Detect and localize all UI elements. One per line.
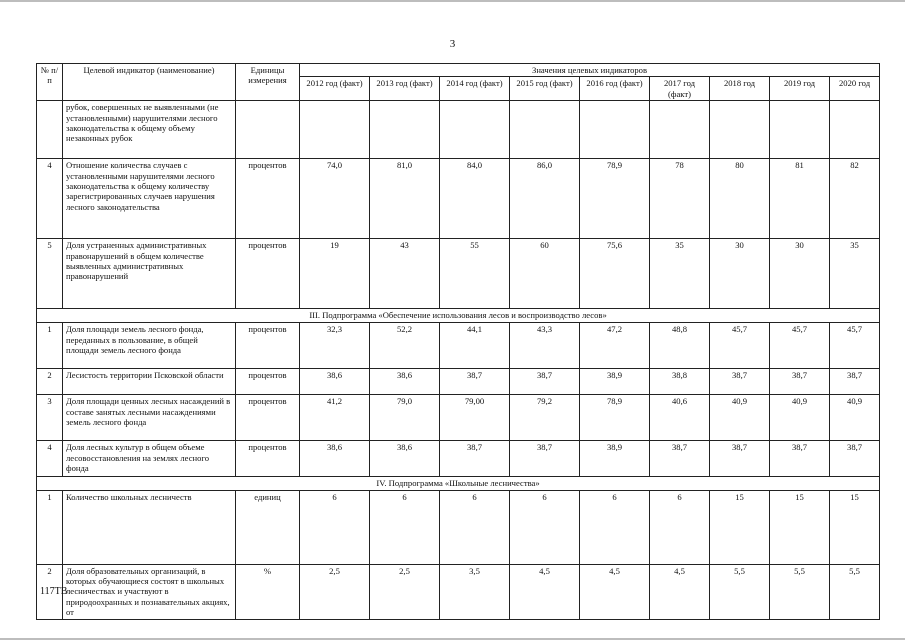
row-number: 5 bbox=[37, 239, 63, 309]
unit-cell: процентов bbox=[236, 323, 300, 369]
value-cell: 86,0 bbox=[510, 159, 580, 239]
value-cell bbox=[770, 101, 830, 159]
value-cell bbox=[710, 101, 770, 159]
value-cell: 47,2 bbox=[580, 323, 650, 369]
value-cell: 38,7 bbox=[770, 369, 830, 395]
indicator-name: Доля лесных культур в общем объеме лесовосстановления на землях лесного фонда bbox=[63, 441, 236, 477]
header-year-2020: 2020 год bbox=[830, 77, 880, 101]
header-year-2014: 2014 год (факт) bbox=[440, 77, 510, 101]
value-cell: 5,5 bbox=[830, 564, 880, 619]
value-cell: 15 bbox=[830, 490, 880, 564]
section-title: III. Подпрограмма «Обеспечение использования лесов и воспроизводство лесов» bbox=[37, 309, 880, 323]
table-row bbox=[37, 101, 880, 159]
row-number: 1 bbox=[37, 490, 63, 564]
value-cell: 45,7 bbox=[770, 323, 830, 369]
value-cell: 38,6 bbox=[300, 441, 370, 477]
value-cell bbox=[650, 101, 710, 159]
page-number: 3 bbox=[449, 38, 456, 50]
value-cell: 43 bbox=[370, 239, 440, 309]
section-row bbox=[37, 477, 880, 490]
table-row bbox=[37, 159, 880, 239]
table-row bbox=[37, 239, 880, 309]
row-number: 3 bbox=[37, 395, 63, 441]
unit-cell: процентов bbox=[236, 441, 300, 477]
value-cell: 52,2 bbox=[370, 323, 440, 369]
value-cell: 45,7 bbox=[710, 323, 770, 369]
table-header bbox=[37, 64, 880, 101]
unit-cell: % bbox=[236, 564, 300, 619]
value-cell: 15 bbox=[710, 490, 770, 564]
value-cell: 30 bbox=[710, 239, 770, 309]
value-cell: 40,9 bbox=[830, 395, 880, 441]
value-cell: 40,9 bbox=[770, 395, 830, 441]
value-cell: 38,7 bbox=[830, 441, 880, 477]
value-cell: 6 bbox=[650, 490, 710, 564]
value-cell: 38,7 bbox=[710, 441, 770, 477]
value-cell bbox=[830, 101, 880, 159]
value-cell: 40,6 bbox=[650, 395, 710, 441]
header-year-2015: 2015 год (факт) bbox=[510, 77, 580, 101]
value-cell: 38,7 bbox=[510, 369, 580, 395]
unit-cell bbox=[236, 101, 300, 159]
value-cell: 40,9 bbox=[710, 395, 770, 441]
value-cell: 5,5 bbox=[710, 564, 770, 619]
value-cell: 79,2 bbox=[510, 395, 580, 441]
value-cell: 38,6 bbox=[300, 369, 370, 395]
value-cell: 4,5 bbox=[510, 564, 580, 619]
value-cell: 44,1 bbox=[440, 323, 510, 369]
header-num: № п/п bbox=[37, 64, 63, 101]
value-cell: 82 bbox=[830, 159, 880, 239]
value-cell: 38,7 bbox=[830, 369, 880, 395]
value-cell: 2,5 bbox=[300, 564, 370, 619]
value-cell: 6 bbox=[510, 490, 580, 564]
value-cell: 38,7 bbox=[510, 441, 580, 477]
value-cell: 6 bbox=[300, 490, 370, 564]
header-year-2013: 2013 год (факт) bbox=[370, 77, 440, 101]
value-cell: 81,0 bbox=[370, 159, 440, 239]
value-cell: 30 bbox=[770, 239, 830, 309]
header-unit: Единицы измерения bbox=[236, 64, 300, 101]
value-cell: 38,7 bbox=[650, 441, 710, 477]
indicator-name: рубок, совершенных не выявленными (не установленными) нарушителями лесного законодательства к общему объему незаконных рубок bbox=[63, 101, 236, 159]
row-number: 4 bbox=[37, 441, 63, 477]
value-cell: 35 bbox=[650, 239, 710, 309]
table-row bbox=[37, 323, 880, 369]
unit-cell: процентов bbox=[236, 159, 300, 239]
section-row bbox=[37, 309, 880, 323]
value-cell: 32,3 bbox=[300, 323, 370, 369]
header-year-2012: 2012 год (факт) bbox=[300, 77, 370, 101]
scan-top-edge bbox=[0, 0, 905, 2]
value-cell bbox=[580, 101, 650, 159]
row-number bbox=[37, 101, 63, 159]
header-year-2016: 2016 год (факт) bbox=[580, 77, 650, 101]
value-cell: 19 bbox=[300, 239, 370, 309]
value-cell: 6 bbox=[440, 490, 510, 564]
unit-cell: процентов bbox=[236, 369, 300, 395]
value-cell: 45,7 bbox=[830, 323, 880, 369]
value-cell: 43,3 bbox=[510, 323, 580, 369]
table-row bbox=[37, 395, 880, 441]
value-cell bbox=[300, 101, 370, 159]
indicator-name: Лесистость территории Псковской области bbox=[63, 369, 236, 395]
value-cell bbox=[370, 101, 440, 159]
value-cell: 75,6 bbox=[580, 239, 650, 309]
indicator-name: Доля площади ценных лесных насаждений в составе занятых лесными насаждениями земель лесного фонда bbox=[63, 395, 236, 441]
value-cell: 38,7 bbox=[710, 369, 770, 395]
value-cell: 84,0 bbox=[440, 159, 510, 239]
value-cell: 15 bbox=[770, 490, 830, 564]
indicator-name: Доля образовательных организаций, в которых обучающиеся состоят в школьных лесничествах и участвуют в природоохранных и познавательных акциях, от bbox=[63, 564, 236, 619]
value-cell: 6 bbox=[580, 490, 650, 564]
header-year-2019: 2019 год bbox=[770, 77, 830, 101]
row-number: 2 bbox=[37, 564, 63, 619]
value-cell: 4,5 bbox=[580, 564, 650, 619]
table-body bbox=[37, 101, 880, 619]
unit-cell: процентов bbox=[236, 239, 300, 309]
header-year-2018: 2018 год bbox=[710, 77, 770, 101]
value-cell: 6 bbox=[370, 490, 440, 564]
value-cell: 79,00 bbox=[440, 395, 510, 441]
value-cell: 78,9 bbox=[580, 159, 650, 239]
value-cell: 60 bbox=[510, 239, 580, 309]
value-cell: 4,5 bbox=[650, 564, 710, 619]
value-cell: 74,0 bbox=[300, 159, 370, 239]
header-values-group: Значения целевых индикаторов bbox=[300, 64, 880, 77]
row-number: 1 bbox=[37, 323, 63, 369]
indicator-name: Количество школьных лесничеств bbox=[63, 490, 236, 564]
value-cell: 81 bbox=[770, 159, 830, 239]
indicator-name: Доля площади земель лесного фонда, переданных в пользование, в общей площади земель лесного фонда bbox=[63, 323, 236, 369]
value-cell: 2,5 bbox=[370, 564, 440, 619]
value-cell: 38,6 bbox=[370, 441, 440, 477]
table-row bbox=[37, 490, 880, 564]
indicators-table bbox=[36, 63, 880, 620]
value-cell: 79,0 bbox=[370, 395, 440, 441]
header-indicator: Целевой индикатор (наименование) bbox=[63, 64, 236, 101]
indicator-name: Отношение количества случаев с установленными нарушителями лесного законодательства к общему количеству зарегистрированных случаев нарушения лесного законодательства bbox=[63, 159, 236, 239]
value-cell: 38,6 bbox=[370, 369, 440, 395]
value-cell: 48,8 bbox=[650, 323, 710, 369]
row-number: 4 bbox=[37, 159, 63, 239]
footer-code: 117ТВ bbox=[40, 586, 68, 597]
value-cell: 35 bbox=[830, 239, 880, 309]
row-number: 2 bbox=[37, 369, 63, 395]
header-year-2017: 2017 год (факт) bbox=[650, 77, 710, 101]
value-cell: 3,5 bbox=[440, 564, 510, 619]
value-cell: 78 bbox=[650, 159, 710, 239]
unit-cell: процентов bbox=[236, 395, 300, 441]
value-cell: 38,9 bbox=[580, 369, 650, 395]
unit-cell: единиц bbox=[236, 490, 300, 564]
value-cell bbox=[510, 101, 580, 159]
value-cell: 38,7 bbox=[440, 441, 510, 477]
value-cell: 38,8 bbox=[650, 369, 710, 395]
value-cell: 78,9 bbox=[580, 395, 650, 441]
value-cell: 38,7 bbox=[440, 369, 510, 395]
table-row bbox=[37, 441, 880, 477]
value-cell: 55 bbox=[440, 239, 510, 309]
table-row bbox=[37, 564, 880, 619]
value-cell: 80 bbox=[710, 159, 770, 239]
value-cell: 5,5 bbox=[770, 564, 830, 619]
value-cell bbox=[440, 101, 510, 159]
table-row bbox=[37, 369, 880, 395]
value-cell: 38,7 bbox=[770, 441, 830, 477]
indicator-name: Доля устраненных административных правонарушений в общем количестве выявленных административных правонарушений bbox=[63, 239, 236, 309]
section-title: IV. Подпрограмма «Школьные лесничества» bbox=[37, 477, 880, 490]
value-cell: 41,2 bbox=[300, 395, 370, 441]
value-cell: 38,9 bbox=[580, 441, 650, 477]
